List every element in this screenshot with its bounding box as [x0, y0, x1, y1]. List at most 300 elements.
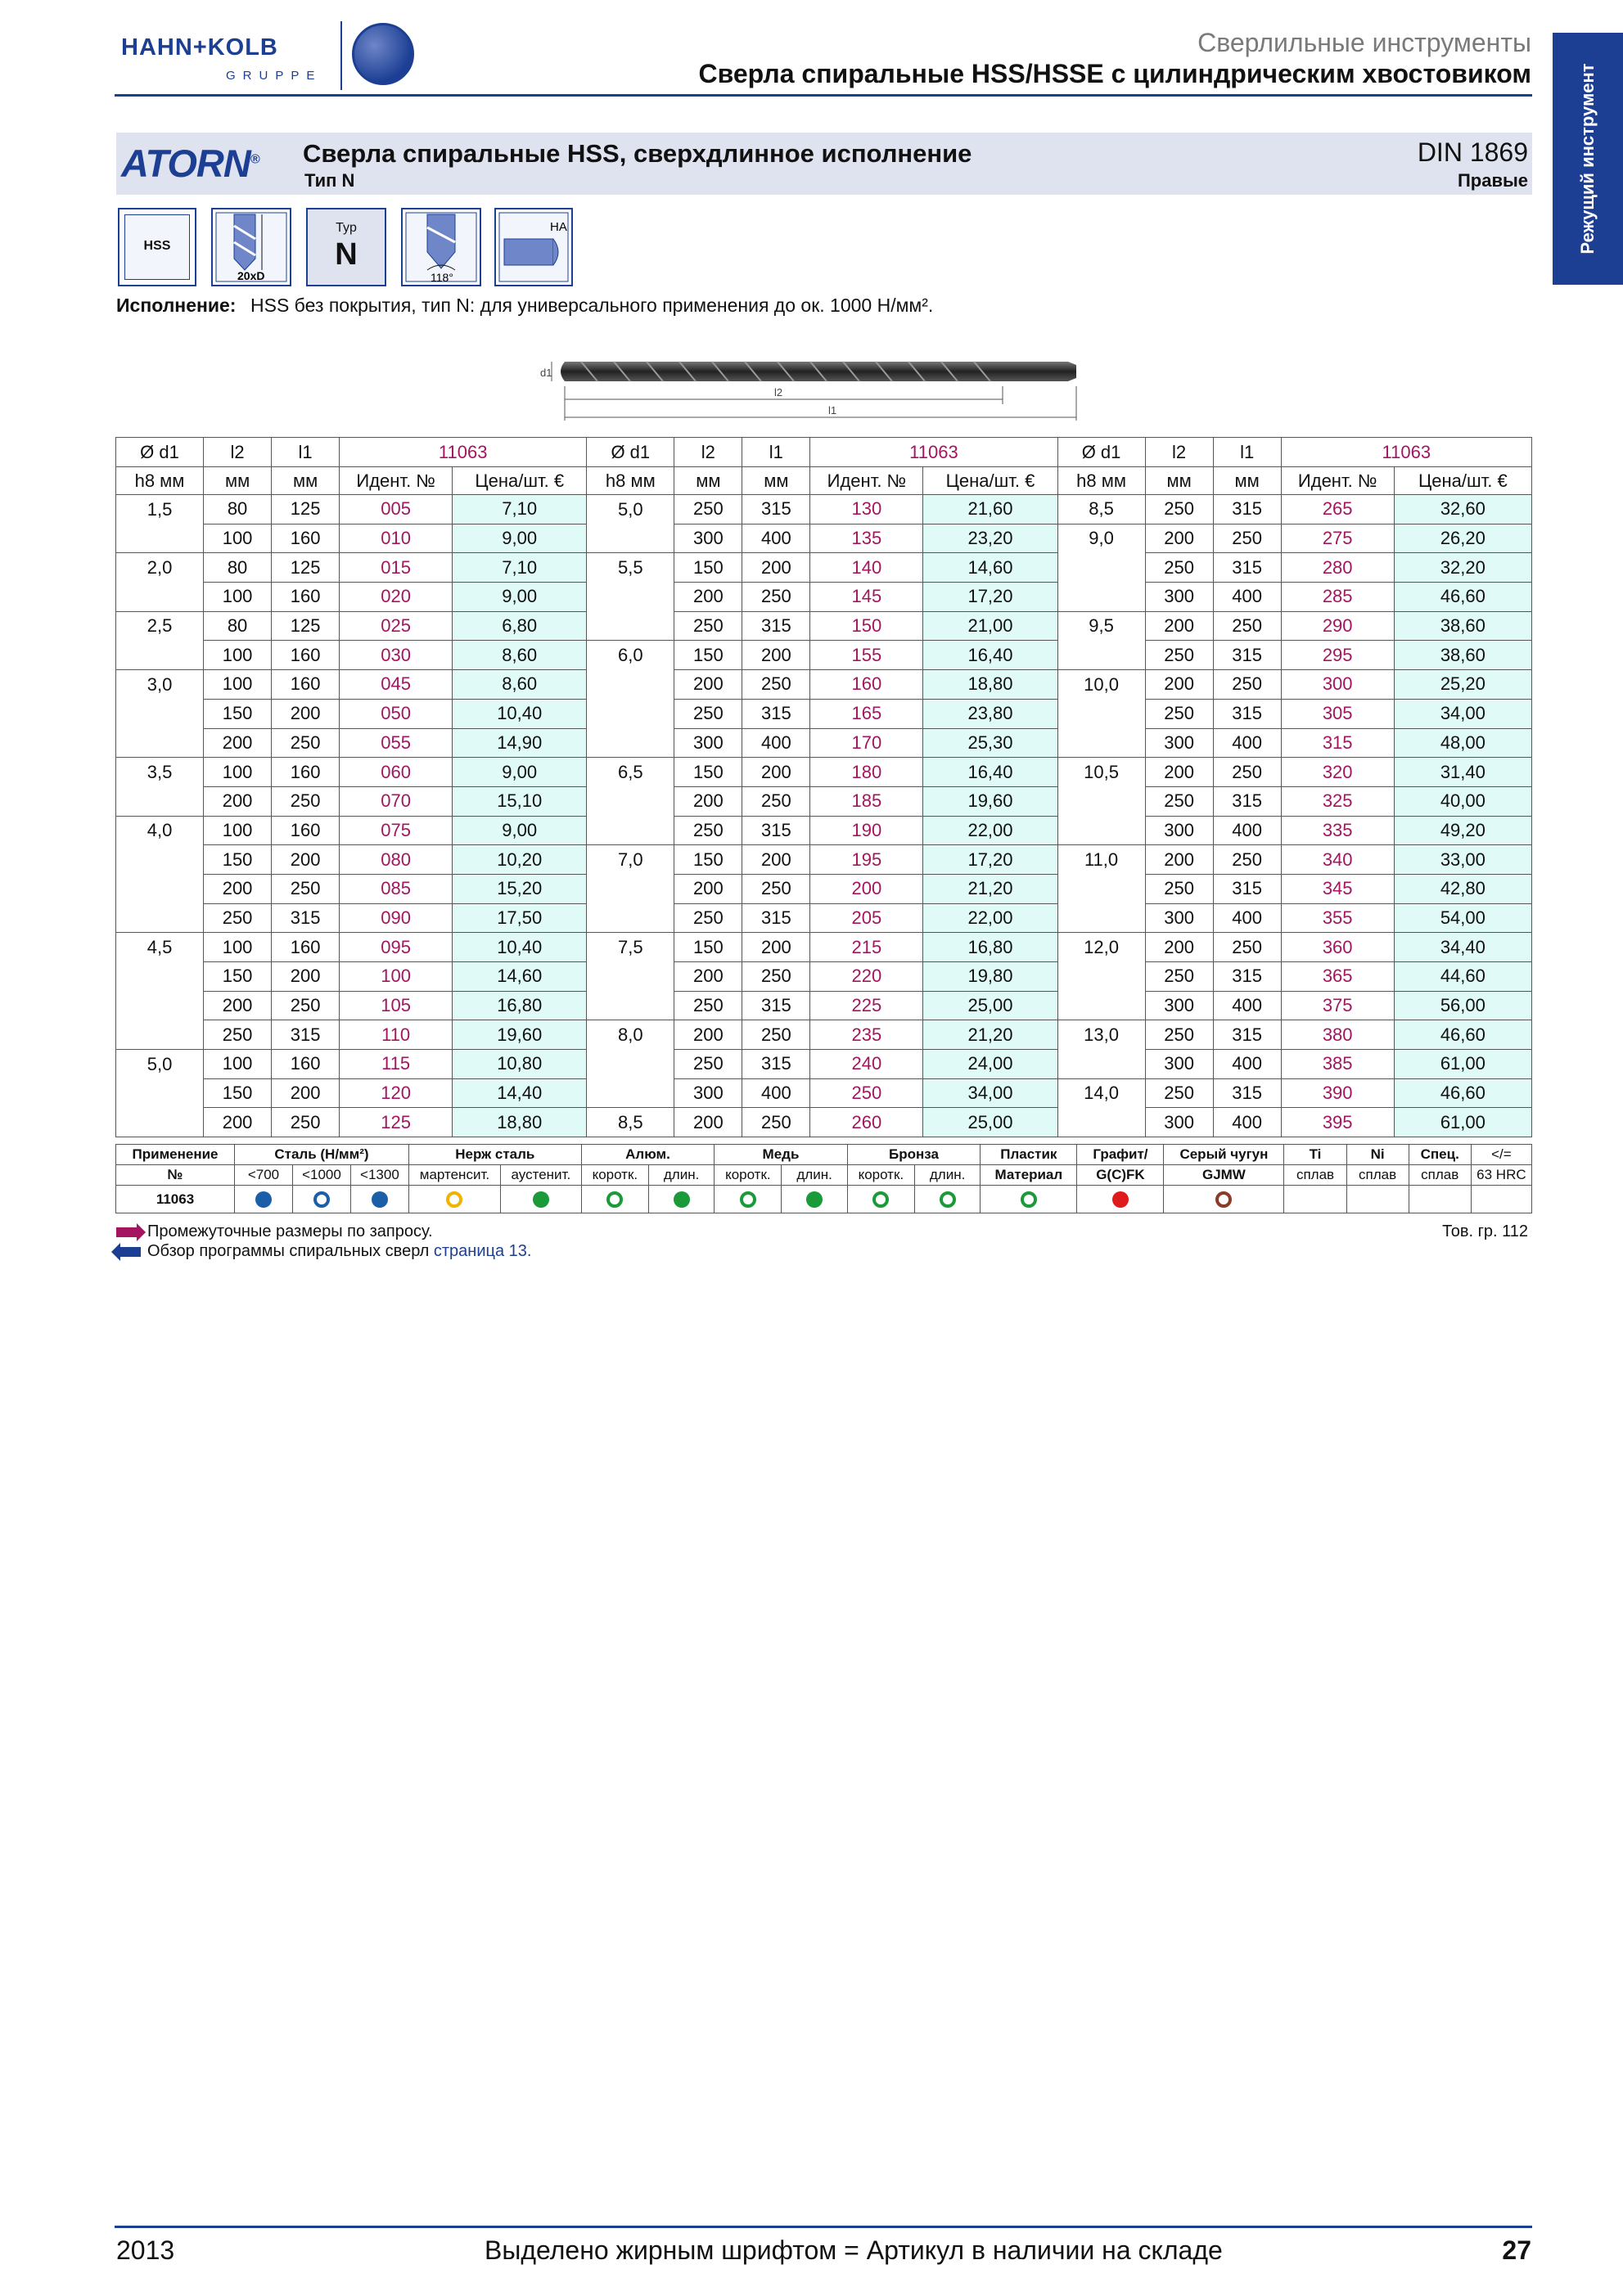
l2-dim-label: l2	[774, 386, 783, 398]
ident-cell: 215	[810, 933, 923, 962]
diameter-cell: 6,5	[587, 758, 674, 787]
ident-cell: 120	[340, 1078, 453, 1108]
l2-cell: 200	[1145, 670, 1213, 700]
l1-cell: 250	[272, 991, 340, 1020]
l2-cell: 80	[204, 611, 272, 641]
ident-cell: 115	[340, 1050, 453, 1079]
table-row	[116, 933, 1532, 962]
type-n-icon	[306, 208, 386, 286]
l2-cell: 200	[204, 786, 272, 816]
hss-material-icon	[118, 208, 196, 286]
price-cell: 25,00	[923, 1108, 1057, 1137]
hahn-kolb-logo	[121, 20, 416, 90]
diameter-cell	[587, 962, 674, 992]
price-cell: 31,40	[1394, 758, 1531, 787]
side-tab-label: Режущий инструмент	[1577, 63, 1598, 254]
l2-cell: 150	[204, 1078, 272, 1108]
l1-cell: 250	[742, 1020, 810, 1050]
diameter-cell: 11,0	[1057, 845, 1145, 875]
diameter-cell	[587, 874, 674, 903]
col-d1: Ø d1	[587, 438, 674, 467]
price-cell: 25,30	[923, 728, 1057, 758]
col-article: 11063	[1281, 438, 1531, 467]
l2-cell: 100	[204, 641, 272, 670]
ident-cell: 250	[810, 1078, 923, 1108]
ident-cell: 275	[1281, 524, 1394, 553]
l2-cell: 250	[674, 699, 742, 728]
price-cell: 33,00	[1394, 845, 1531, 875]
l1-cell: 400	[1213, 903, 1281, 933]
price-cell: 17,20	[923, 583, 1057, 612]
ident-cell: 155	[810, 641, 923, 670]
ident-cell: 095	[340, 933, 453, 962]
app-suitability-cell	[581, 1186, 648, 1213]
ident-cell: 395	[1281, 1108, 1394, 1137]
price-cell: 16,40	[923, 758, 1057, 787]
price-cell: 32,60	[1394, 495, 1531, 524]
open-green-dot-icon	[872, 1191, 889, 1208]
app-suitability-cell	[1284, 1186, 1346, 1213]
l2-cell: 300	[1145, 816, 1213, 845]
app-suitability-cell	[235, 1186, 293, 1213]
open-brown-dot-icon	[1215, 1191, 1232, 1208]
diameter-cell: 7,0	[587, 845, 674, 875]
hss-label: HSS	[143, 239, 171, 253]
unit-l2: мм	[674, 467, 742, 495]
price-cell: 34,40	[1394, 933, 1531, 962]
product-title: Сверла спиральные HSS, сверхдлинное исполнение	[303, 139, 972, 168]
price-cell: 10,20	[453, 845, 587, 875]
price-cell: 38,60	[1394, 611, 1531, 641]
price-cell: 8,60	[453, 670, 587, 700]
l1-cell: 315	[1213, 962, 1281, 992]
price-cell: 10,40	[453, 699, 587, 728]
table-body	[116, 495, 1532, 1137]
app-subheader-cell: коротк.	[847, 1165, 914, 1186]
app-label: Применение	[116, 1145, 235, 1165]
app-suitability-cell	[408, 1186, 500, 1213]
l1-cell: 200	[742, 933, 810, 962]
price-cell: 46,60	[1394, 583, 1531, 612]
ident-cell: 100	[340, 962, 453, 992]
app-ti: Ti	[1284, 1145, 1346, 1165]
l2-cell: 150	[674, 933, 742, 962]
app-aluminium: Алюм.	[581, 1145, 715, 1165]
col-l2: l2	[674, 438, 742, 467]
ident-cell: 225	[810, 991, 923, 1020]
l2-cell: 150	[674, 553, 742, 583]
price-cell: 56,00	[1394, 991, 1531, 1020]
l1-cell: 315	[742, 903, 810, 933]
ident-cell: 305	[1281, 699, 1394, 728]
diameter-cell: 9,0	[1057, 524, 1145, 553]
l1-cell: 315	[1213, 1078, 1281, 1108]
ident-cell: 360	[1281, 933, 1394, 962]
ident-cell: 145	[810, 583, 923, 612]
l2-cell: 250	[1145, 495, 1213, 524]
diameter-cell	[1057, 1108, 1145, 1137]
col-price: Цена/шт. €	[1394, 467, 1531, 495]
l1-cell: 250	[272, 786, 340, 816]
l2-cell: 200	[674, 962, 742, 992]
l2-cell: 250	[674, 903, 742, 933]
price-cell: 7,10	[453, 495, 587, 524]
price-cell: 46,60	[1394, 1078, 1531, 1108]
l2-cell: 250	[1145, 786, 1213, 816]
app-suitability-cell	[1346, 1186, 1409, 1213]
unit-d1: h8 мм	[116, 467, 204, 495]
col-ident: Идент. №	[340, 467, 453, 495]
price-cell: 9,00	[453, 758, 587, 787]
l1-cell: 315	[1213, 553, 1281, 583]
product-type: Тип N	[304, 170, 355, 191]
ident-cell: 205	[810, 903, 923, 933]
diameter-cell	[1057, 728, 1145, 758]
l2-cell: 200	[1145, 758, 1213, 787]
ident-cell: 125	[340, 1108, 453, 1137]
app-subheader-cell: 63 HRC	[1471, 1165, 1531, 1186]
price-cell: 15,20	[453, 874, 587, 903]
l2-cell: 150	[204, 699, 272, 728]
app-subheader-cell: аустенит.	[500, 1165, 581, 1186]
diameter-cell	[116, 641, 204, 670]
application-header-row	[116, 1145, 1532, 1165]
unit-l1: мм	[1213, 467, 1281, 495]
diameter-cell	[1057, 903, 1145, 933]
table-unit-row	[116, 467, 1532, 495]
diameter-cell: 12,0	[1057, 933, 1145, 962]
footer-legend: Выделено жирным шрифтом = Артикул в наличии на складе	[485, 2235, 1223, 2265]
l1-cell: 400	[1213, 1108, 1281, 1137]
col-l1: l1	[742, 438, 810, 467]
l1-cell: 250	[1213, 611, 1281, 641]
price-cell: 40,00	[1394, 786, 1531, 816]
l1-cell: 250	[742, 583, 810, 612]
price-cell: 25,20	[1394, 670, 1531, 700]
price-cell: 9,00	[453, 583, 587, 612]
diameter-cell: 1,5	[116, 495, 204, 524]
ident-cell: 020	[340, 583, 453, 612]
atorn-logo-text: ATORN	[121, 142, 250, 185]
diameter-cell	[587, 816, 674, 845]
ident-cell: 390	[1281, 1078, 1394, 1108]
ident-cell: 055	[340, 728, 453, 758]
filled-green-dot-icon	[533, 1191, 549, 1208]
col-d1: Ø d1	[1057, 438, 1145, 467]
price-cell: 19,60	[453, 1020, 587, 1050]
arrow-left-icon	[116, 1247, 141, 1257]
ident-cell: 005	[340, 495, 453, 524]
diameter-cell	[116, 845, 204, 875]
unit-l1: мм	[742, 467, 810, 495]
ident-cell: 075	[340, 816, 453, 845]
table-header-row	[116, 438, 1532, 467]
header-rule	[115, 94, 1532, 97]
filled-blue-dot-icon	[372, 1191, 388, 1208]
l1-cell: 315	[742, 611, 810, 641]
ident-cell: 050	[340, 699, 453, 728]
note-overview-text: Обзор программы спиральных сверл	[147, 1242, 430, 1260]
ident-cell: 185	[810, 786, 923, 816]
l1-cell: 160	[272, 1050, 340, 1079]
l1-cell: 200	[272, 845, 340, 875]
diameter-cell	[587, 524, 674, 553]
footer-year: 2013	[116, 2235, 175, 2265]
diameter-cell: 8,5	[1057, 495, 1145, 524]
l1-cell: 250	[742, 962, 810, 992]
l2-cell: 250	[1145, 1020, 1213, 1050]
l2-cell: 250	[674, 1050, 742, 1079]
l2-cell: 250	[204, 1020, 272, 1050]
table-row	[116, 583, 1532, 612]
table-row	[116, 845, 1532, 875]
app-hardness: </=	[1471, 1145, 1531, 1165]
diameter-cell: 5,5	[587, 553, 674, 583]
l2-cell: 200	[674, 583, 742, 612]
col-article: 11063	[340, 438, 587, 467]
filled-green-dot-icon	[674, 1191, 690, 1208]
brand-name: HAHN+KOLB	[121, 34, 278, 61]
ident-cell: 085	[340, 874, 453, 903]
app-graphite: Графит/	[1077, 1145, 1164, 1165]
ident-cell: 200	[810, 874, 923, 903]
l1-cell: 315	[1213, 495, 1281, 524]
app-subheader-cell: GJMW	[1164, 1165, 1284, 1186]
brand-group: GRUPPE	[226, 69, 322, 83]
page-link[interactable]: страница 13.	[433, 1242, 532, 1260]
l1-dim-label: l1	[828, 404, 837, 416]
diameter-cell	[1057, 962, 1145, 992]
l2-cell: 200	[204, 991, 272, 1020]
price-cell: 9,00	[453, 816, 587, 845]
ident-cell: 110	[340, 1020, 453, 1050]
price-cell: 16,80	[923, 933, 1057, 962]
app-suitability-cell	[1164, 1186, 1284, 1213]
l1-cell: 250	[1213, 670, 1281, 700]
app-suitability-cell	[914, 1186, 980, 1213]
header-category: Сверлильные инструменты	[1197, 28, 1531, 57]
price-cell: 23,80	[923, 699, 1057, 728]
price-cell: 14,90	[453, 728, 587, 758]
open-green-dot-icon	[740, 1191, 756, 1208]
l1-cell: 250	[272, 728, 340, 758]
ident-cell: 160	[810, 670, 923, 700]
l1-cell: 160	[272, 524, 340, 553]
diameter-cell	[587, 699, 674, 728]
table-row	[116, 699, 1532, 728]
l2-cell: 200	[674, 874, 742, 903]
price-cell: 34,00	[923, 1078, 1057, 1108]
diameter-cell	[116, 1108, 204, 1137]
ident-cell: 265	[1281, 495, 1394, 524]
l1-cell: 125	[272, 495, 340, 524]
l1-cell: 200	[742, 845, 810, 875]
table-row	[116, 728, 1532, 758]
l2-cell: 250	[1145, 699, 1213, 728]
l1-cell: 315	[742, 816, 810, 845]
price-cell: 42,80	[1394, 874, 1531, 903]
diameter-cell	[587, 903, 674, 933]
ident-cell: 375	[1281, 991, 1394, 1020]
diameter-cell	[1057, 583, 1145, 612]
ident-cell: 325	[1281, 786, 1394, 816]
l1-cell: 200	[272, 1078, 340, 1108]
ident-cell: 300	[1281, 670, 1394, 700]
l2-cell: 200	[674, 670, 742, 700]
ident-cell: 315	[1281, 728, 1394, 758]
l1-cell: 315	[272, 903, 340, 933]
l2-cell: 250	[674, 991, 742, 1020]
table-row	[116, 611, 1532, 641]
price-cell: 6,80	[453, 611, 587, 641]
l1-cell: 400	[742, 728, 810, 758]
ident-cell: 220	[810, 962, 923, 992]
l1-cell: 315	[1213, 641, 1281, 670]
l2-cell: 150	[204, 962, 272, 992]
app-suitability-cell	[648, 1186, 714, 1213]
filled-blue-dot-icon	[255, 1191, 272, 1208]
ident-cell: 090	[340, 903, 453, 933]
ident-cell: 355	[1281, 903, 1394, 933]
col-d1: Ø d1	[116, 438, 204, 467]
l1-cell: 400	[1213, 728, 1281, 758]
diameter-cell: 2,0	[116, 553, 204, 583]
l2-cell: 150	[674, 758, 742, 787]
application-subheader-row	[116, 1165, 1532, 1186]
diameter-cell: 13,0	[1057, 1020, 1145, 1050]
l1-cell: 315	[272, 1020, 340, 1050]
table-row	[116, 991, 1532, 1020]
app-ni: Ni	[1346, 1145, 1409, 1165]
app-subheader-cell: длин.	[648, 1165, 714, 1186]
diameter-cell	[116, 1020, 204, 1050]
l2-cell: 200	[204, 1108, 272, 1137]
price-cell: 21,20	[923, 1020, 1057, 1050]
l1-cell: 160	[272, 933, 340, 962]
l2-cell: 300	[1145, 903, 1213, 933]
direction-label: Правые	[1457, 170, 1528, 191]
diameter-cell: 2,5	[116, 611, 204, 641]
hk-emblem-icon	[352, 23, 414, 85]
ident-cell: 240	[810, 1050, 923, 1079]
app-subheader-cell: коротк.	[581, 1165, 648, 1186]
l1-cell: 200	[742, 553, 810, 583]
price-cell: 54,00	[1394, 903, 1531, 933]
app-plastic: Пластик	[981, 1145, 1077, 1165]
unit-l2: мм	[1145, 467, 1213, 495]
open-green-dot-icon	[606, 1191, 623, 1208]
diameter-cell: 9,5	[1057, 611, 1145, 641]
l2-cell: 100	[204, 583, 272, 612]
table-row	[116, 1050, 1532, 1079]
diameter-cell	[116, 903, 204, 933]
open-green-dot-icon	[940, 1191, 956, 1208]
app-suitability-cell	[1077, 1186, 1164, 1213]
price-cell: 22,00	[923, 903, 1057, 933]
atorn-logo	[121, 141, 259, 186]
diameter-cell	[587, 786, 674, 816]
price-cell: 19,60	[923, 786, 1057, 816]
typ-label: Typ	[336, 221, 357, 235]
l2-cell: 80	[204, 495, 272, 524]
l2-cell: 100	[204, 670, 272, 700]
note-overview	[116, 1242, 531, 1261]
price-cell: 14,40	[453, 1078, 587, 1108]
goods-group: Тов. гр. 112	[1442, 1222, 1528, 1240]
col-ident: Идент. №	[1281, 467, 1394, 495]
col-l1: l1	[272, 438, 340, 467]
l2-cell: 100	[204, 524, 272, 553]
price-cell: 46,60	[1394, 1020, 1531, 1050]
ident-cell: 345	[1281, 874, 1394, 903]
ident-cell: 045	[340, 670, 453, 700]
price-cell: 14,60	[453, 962, 587, 992]
app-subheader-cell: мартенсит.	[408, 1165, 500, 1186]
l1-cell: 125	[272, 553, 340, 583]
diameter-cell	[587, 583, 674, 612]
l2-cell: 200	[674, 1108, 742, 1137]
l1-cell: 315	[1213, 1020, 1281, 1050]
app-stainless: Нерж сталь	[408, 1145, 581, 1165]
col-article: 11063	[810, 438, 1057, 467]
ident-cell: 280	[1281, 553, 1394, 583]
col-l2: l2	[204, 438, 272, 467]
ident-cell: 070	[340, 786, 453, 816]
l2-cell: 200	[204, 728, 272, 758]
l2-cell: 250	[204, 903, 272, 933]
diameter-cell	[116, 583, 204, 612]
l2-cell: 250	[1145, 1078, 1213, 1108]
l1-cell: 400	[1213, 1050, 1281, 1079]
diameter-cell: 14,0	[1057, 1078, 1145, 1108]
price-cell: 34,00	[1394, 699, 1531, 728]
price-cell: 61,00	[1394, 1108, 1531, 1137]
ident-cell: 295	[1281, 641, 1394, 670]
col-price: Цена/шт. €	[923, 467, 1057, 495]
open-green-dot-icon	[1021, 1191, 1037, 1208]
diameter-cell: 10,5	[1057, 758, 1145, 787]
ident-cell: 080	[340, 845, 453, 875]
ident-cell: 105	[340, 991, 453, 1020]
l1-cell: 250	[742, 1108, 810, 1137]
diameter-cell	[116, 874, 204, 903]
diameter-cell	[587, 728, 674, 758]
ident-cell: 130	[810, 495, 923, 524]
ident-cell: 365	[1281, 962, 1394, 992]
diameter-cell	[1057, 1050, 1145, 1079]
price-cell: 48,00	[1394, 728, 1531, 758]
ident-cell: 135	[810, 524, 923, 553]
l2-cell: 100	[204, 816, 272, 845]
price-cell: 21,60	[923, 495, 1057, 524]
l1-cell: 400	[1213, 991, 1281, 1020]
app-subheader-cell: длин.	[914, 1165, 980, 1186]
l2-cell: 300	[674, 524, 742, 553]
execution-label: Исполнение:	[116, 295, 237, 316]
diameter-cell: 4,0	[116, 816, 204, 845]
diameter-cell: 4,5	[116, 933, 204, 962]
diameter-cell: 10,0	[1057, 670, 1145, 700]
ident-cell: 335	[1281, 816, 1394, 845]
l2-cell: 250	[674, 495, 742, 524]
ident-cell: 140	[810, 553, 923, 583]
side-tab[interactable]	[1553, 33, 1623, 285]
table-row	[116, 495, 1532, 524]
col-price: Цена/шт. €	[453, 467, 587, 495]
registered-mark: ®	[250, 152, 259, 167]
l2-cell: 100	[204, 933, 272, 962]
app-subheader-cell: длин.	[782, 1165, 847, 1186]
